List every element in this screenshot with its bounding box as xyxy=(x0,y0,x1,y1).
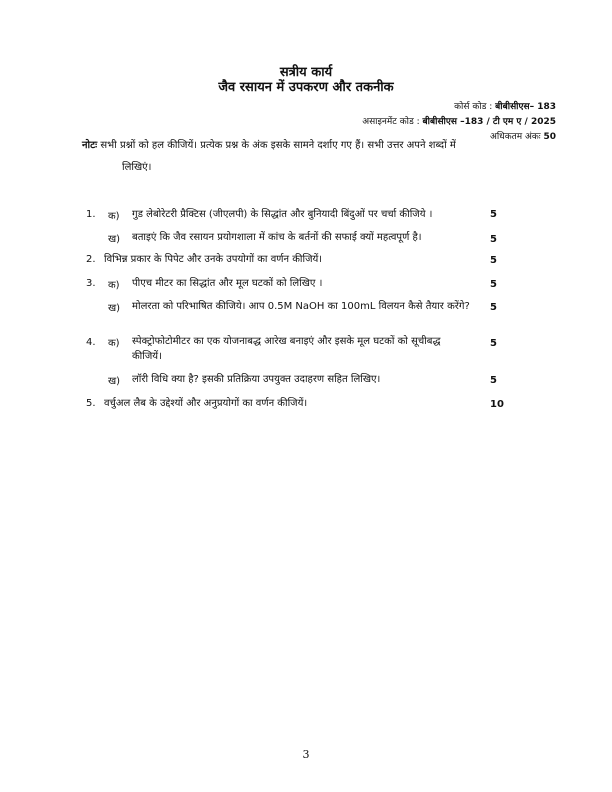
question-number: 4. xyxy=(86,337,96,348)
question-marks: 5 xyxy=(490,375,497,386)
note-continuation: लिखिएं। xyxy=(122,162,152,173)
question-text: विभिन्न प्रकार के पिपेट और उनके उपयोगों का वर्णन कीजियें। xyxy=(104,254,323,265)
question-sub-label: क) xyxy=(108,338,120,349)
assignment-code-label: असाइनमेंट कोड : xyxy=(362,117,420,127)
note-label: नोटः xyxy=(82,140,98,151)
page-subtitle: जैव रसायन में उपकरण और तकनीक xyxy=(218,80,394,95)
question-marks: 10 xyxy=(490,399,504,410)
question-marks: 5 xyxy=(490,255,497,266)
question-text: लॉरी विधि क्या है? इसकी प्रतिक्रिया उपयुक्त उदाहरण सहित लिखिए। xyxy=(132,374,381,385)
page-title: सत्रीय कार्य xyxy=(279,65,333,80)
question-marks: 5 xyxy=(490,302,497,313)
question-marks: 5 xyxy=(490,338,497,349)
course-code-value: बीबीसीएस– 183 xyxy=(495,102,556,112)
question-sub-label: क) xyxy=(108,280,120,291)
assignment-code xyxy=(362,114,556,127)
question-text: पीएच मीटर का सिद्धांत और मूल घटकों को लिखिए । xyxy=(132,278,323,289)
page-number: 3 xyxy=(302,748,310,761)
question-marks: 5 xyxy=(490,234,497,245)
question-sub-label: क) xyxy=(108,211,120,222)
question-marks: 5 xyxy=(490,209,497,220)
max-marks-value: 50 xyxy=(543,132,556,142)
question-number: 5. xyxy=(86,398,96,409)
question-number: 2. xyxy=(86,254,96,265)
note-text: सभी प्रश्नों को हल कीजियें। प्रत्येक प्रश्न के अंक इसके सामने दर्शाए गए हैं। सभी उत्तर अपने शब्दों में xyxy=(100,140,456,151)
question-number: 1. xyxy=(86,209,96,220)
question-text: मोलरता को परिभाषित कीजिये। आप 0.5M NaOH का 100mL विलयन कैसे तैयार करेंगे? xyxy=(132,301,470,312)
max-marks-label: अधिकतम अंकः xyxy=(489,132,541,142)
question-text: स्पेक्ट्रोफोटोमीटर का एक योजनाबद्ध आरेख बनाइएं और इसके मूल घटकों को सूचीबद्ध कीजियें। xyxy=(132,336,441,362)
assignment-code-value: बीबीसीएस –183 / टी एम ए / 2025 xyxy=(422,117,556,127)
course-code xyxy=(454,99,556,112)
question-number: 3. xyxy=(86,278,96,289)
instructions-note xyxy=(82,138,554,176)
question-sub-label: ख) xyxy=(108,303,121,314)
question-sub-label: ख) xyxy=(108,234,121,245)
question-marks: 5 xyxy=(490,279,497,290)
question-text: गुड लेबोरेटरी प्रैक्टिस (जीएलपी) के सिद्धांत और बुनियादी बिंदुओं पर चर्चा कीजिये । xyxy=(132,209,433,220)
question-text: वर्चुअल लैब के उद्देश्यों और अनुप्रयोगों का वर्णन कीजियें। xyxy=(104,398,308,409)
course-code-label: कोर्स कोड : xyxy=(454,102,493,112)
question-sub-label: ख) xyxy=(108,376,121,387)
question-text: बताइएं कि जैव रसायन प्रयोगशाला में कांच के बर्तनों की सफाई क्यों महत्वपूर्ण है। xyxy=(132,232,422,243)
